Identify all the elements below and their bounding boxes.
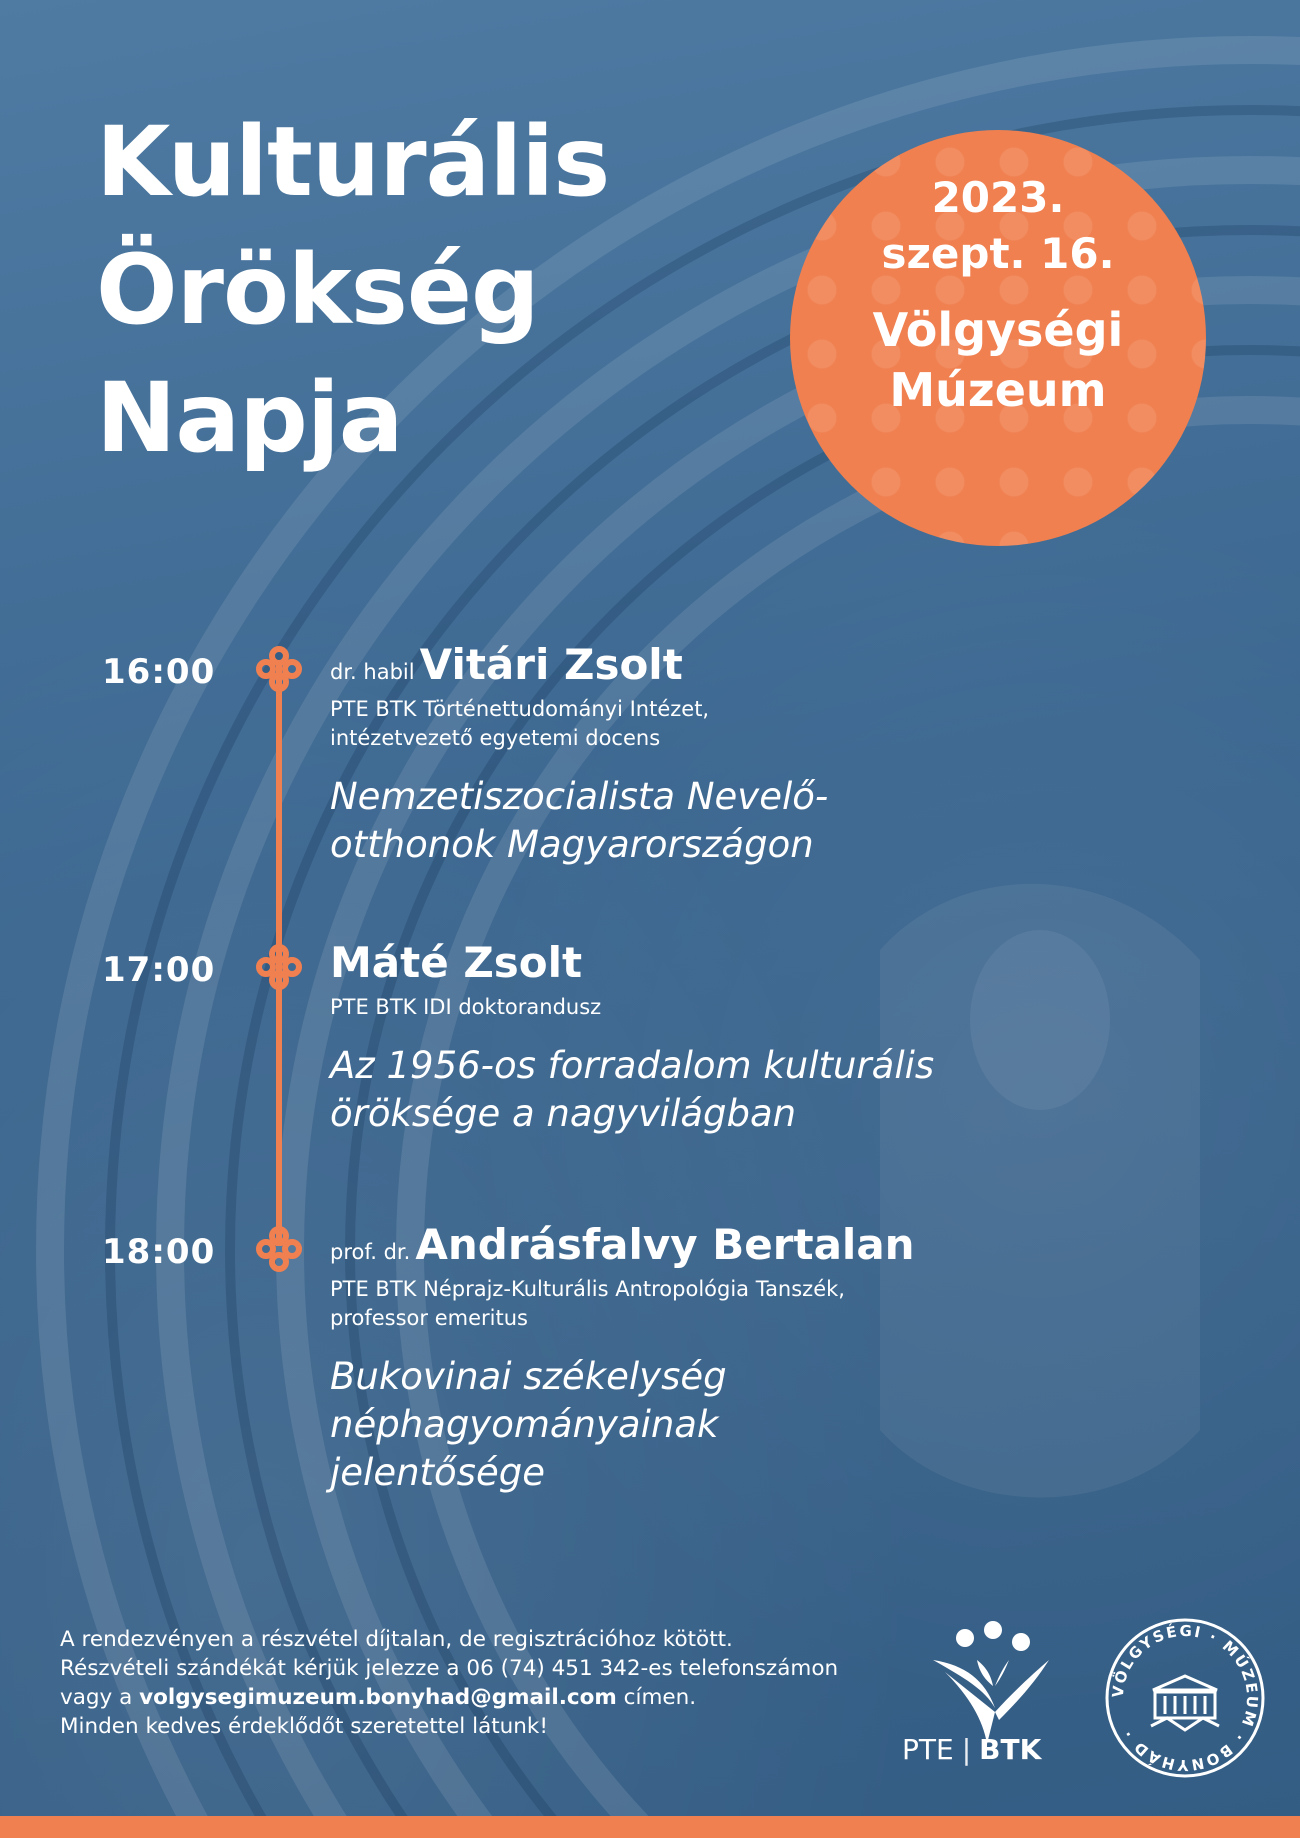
talk-title-line-1: Nemzetiszocialista Nevelő- bbox=[330, 775, 829, 818]
contact-email[interactable]: volgysegimuzeum.bonyhad@gmail.com bbox=[139, 1685, 617, 1710]
speaker-affiliation bbox=[330, 1275, 1250, 1333]
schedule-item-2 bbox=[330, 938, 1250, 1138]
affiliation-line-1: PTE BTK IDI doktorandusz bbox=[330, 995, 602, 1019]
talk-title bbox=[330, 1042, 1250, 1138]
museum-building-seal-icon bbox=[1105, 1618, 1265, 1778]
info-line-3 bbox=[60, 1683, 880, 1712]
speaker-name: Vitári Zsolt bbox=[419, 640, 683, 689]
schedule-item-1 bbox=[330, 640, 1250, 869]
affiliation-line-1: PTE BTK Történettudományi Intézet, bbox=[330, 697, 710, 721]
info-line-1: A rendezvényen a részvétel díjtalan, de regisztrációhoz kötött. bbox=[60, 1627, 733, 1652]
quatrefoil-node-icon bbox=[256, 944, 302, 990]
speaker-prefix: dr. habil bbox=[330, 660, 415, 684]
registration-info bbox=[60, 1625, 880, 1741]
talk-title bbox=[330, 1353, 1250, 1497]
info-line-4: Minden kedves érdeklődőt szeretettel látunk! bbox=[60, 1714, 549, 1739]
info-line-3-pre: vagy a bbox=[60, 1685, 140, 1710]
talk-title-line-2: otthonok Magyarországon bbox=[330, 823, 814, 866]
schedule-item-3 bbox=[330, 1220, 1250, 1497]
speaker-name: Máté Zsolt bbox=[330, 938, 583, 987]
date-venue-badge bbox=[790, 130, 1206, 546]
dancing-figures-logo-icon bbox=[925, 1620, 1055, 1750]
venue-line-1: Völgységi bbox=[872, 303, 1124, 357]
btk-label: BTK bbox=[979, 1733, 1042, 1766]
date-year: 2023. bbox=[931, 173, 1065, 222]
affiliation-line-2: intézetvezető egyetemi docens bbox=[330, 726, 661, 750]
bottom-accent-bar bbox=[0, 1816, 1300, 1838]
talk-title-line-3: jelentősége bbox=[330, 1451, 545, 1494]
talk-title-line-1: Bukovinai székelység bbox=[330, 1355, 727, 1398]
speaker-affiliation bbox=[330, 993, 1250, 1022]
title-line-1: Kulturális bbox=[96, 106, 610, 218]
pte-label: PTE bbox=[902, 1733, 954, 1766]
schedule-time-3: 18:00 bbox=[102, 1232, 216, 1272]
schedule-time-1: 16:00 bbox=[102, 652, 216, 692]
speaker-prefix: prof. dr. bbox=[330, 1240, 411, 1264]
info-line-2: Részvételi szándékát kérjük jelezze a 06 (74) 451 342-es telefonszámon bbox=[60, 1656, 839, 1681]
affiliation-line-1: PTE BTK Néprajz-Kulturális Antropológia Tanszék, bbox=[330, 1277, 845, 1301]
title-line-3: Napja bbox=[96, 362, 403, 474]
event-title bbox=[96, 98, 609, 482]
speaker-name: Andrásfalvy Bertalan bbox=[415, 1220, 915, 1269]
talk-title-line-2: néphagyományainak bbox=[330, 1403, 719, 1446]
museum-ring-text: VÖLGYSÉGI · MÚZEUM · BONYHÁD · bbox=[1108, 1621, 1262, 1775]
quatrefoil-node-icon bbox=[256, 1226, 302, 1272]
talk-title bbox=[330, 773, 1250, 869]
date-day: szept. 16. bbox=[881, 229, 1115, 278]
pte-btk-wordmark bbox=[902, 1733, 1041, 1766]
venue-line-2: Múzeum bbox=[889, 363, 1107, 417]
quatrefoil-node-icon bbox=[256, 646, 302, 692]
talk-title-line-2: öröksége a nagyvilágban bbox=[330, 1092, 797, 1135]
affiliation-line-2: professor emeritus bbox=[330, 1306, 528, 1330]
info-line-3-post: címen. bbox=[616, 1685, 697, 1710]
talk-title-line-1: Az 1956-os forradalom kulturális bbox=[330, 1044, 935, 1087]
title-line-2: Örökség bbox=[96, 234, 539, 346]
speaker-affiliation bbox=[330, 695, 1250, 753]
event-date bbox=[790, 170, 1206, 282]
event-venue bbox=[790, 300, 1206, 420]
schedule-time-2: 17:00 bbox=[102, 950, 216, 990]
pte-separator: | bbox=[961, 1733, 972, 1766]
